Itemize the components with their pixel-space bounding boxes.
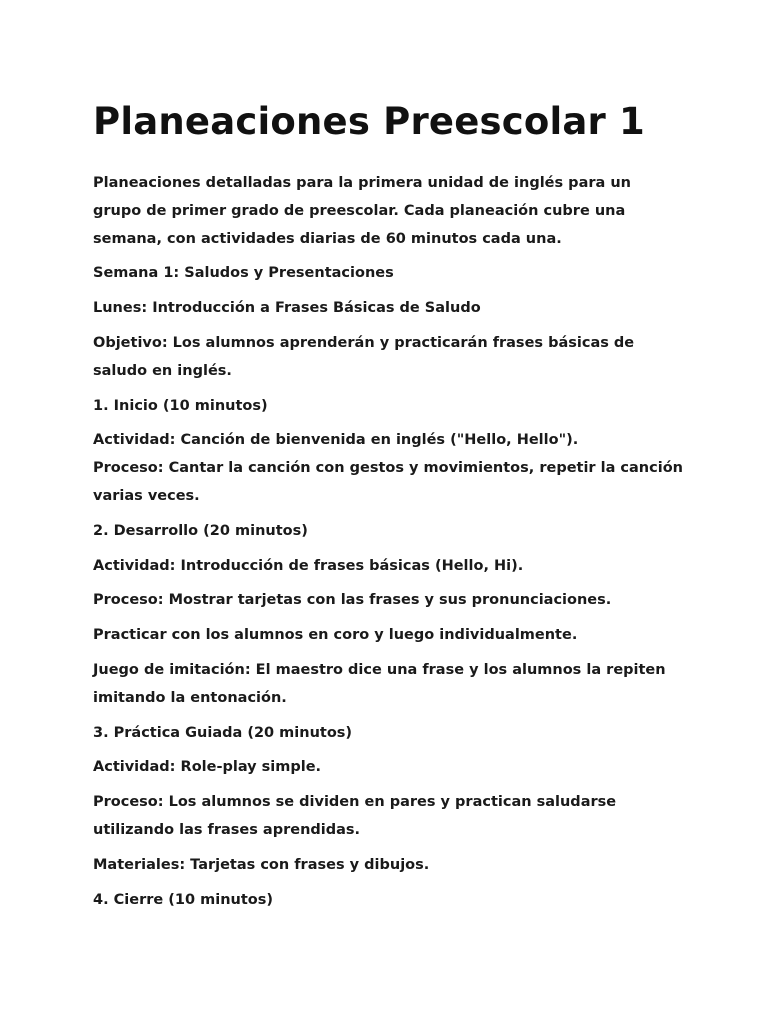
materials-paragraph: Materiales: Tarjetas con frases y dibujos. <box>93 856 430 873</box>
objective-paragraph: Objetivo: Los alumnos aprenderán y practicarán frases básicas de saludo en inglés. <box>93 334 635 379</box>
process-paragraph: Proceso: Los alumnos se dividen en pares y practican saludarse utilizando las frases aprendidas. <box>93 794 617 838</box>
section-heading-inicio: 1. Inicio (10 minutos) <box>93 397 268 414</box>
intro-paragraph: Planeaciones detalladas para la primera unidad de inglés para un grupo de primer grado de preescolar. Cada planeación cubre una semana, con actividades diarias de 60 minutos cada una. <box>93 175 631 247</box>
page-title: Planeaciones Preescolar 1 <box>93 100 645 143</box>
week-heading: Semana 1: Saludos y Presentaciones <box>93 265 394 282</box>
activity-paragraph: Actividad: Canción de bienvenida en inglés ("Hello, Hello"). <box>93 432 579 449</box>
section-heading-practica: 3. Práctica Guiada (20 minutos) <box>93 724 353 741</box>
activity-paragraph: Actividad: Role-play simple. <box>93 759 322 776</box>
section-heading-desarrollo: 2. Desarrollo (20 minutos) <box>93 522 308 539</box>
activity-paragraph: Actividad: Introducción de frases básicas (Hello, Hi). <box>93 557 524 574</box>
day-heading: Lunes: Introducción a Frases Básicas de Saludo <box>93 300 481 317</box>
practice-paragraph: Practicar con los alumnos en coro y luego individualmente. <box>93 627 578 644</box>
document-page <box>93 96 683 921</box>
process-paragraph: Proceso: Mostrar tarjetas con las frases y sus pronunciaciones. <box>93 592 612 609</box>
process-paragraph: Proceso: Cantar la canción con gestos y movimientos, repetir la canción varias veces. <box>93 460 683 504</box>
section-heading-cierre: 4. Cierre (10 minutos) <box>93 891 274 908</box>
game-paragraph: Juego de imitación: El maestro dice una frase y los alumnos la repiten imitando la entonación. <box>93 661 666 706</box>
